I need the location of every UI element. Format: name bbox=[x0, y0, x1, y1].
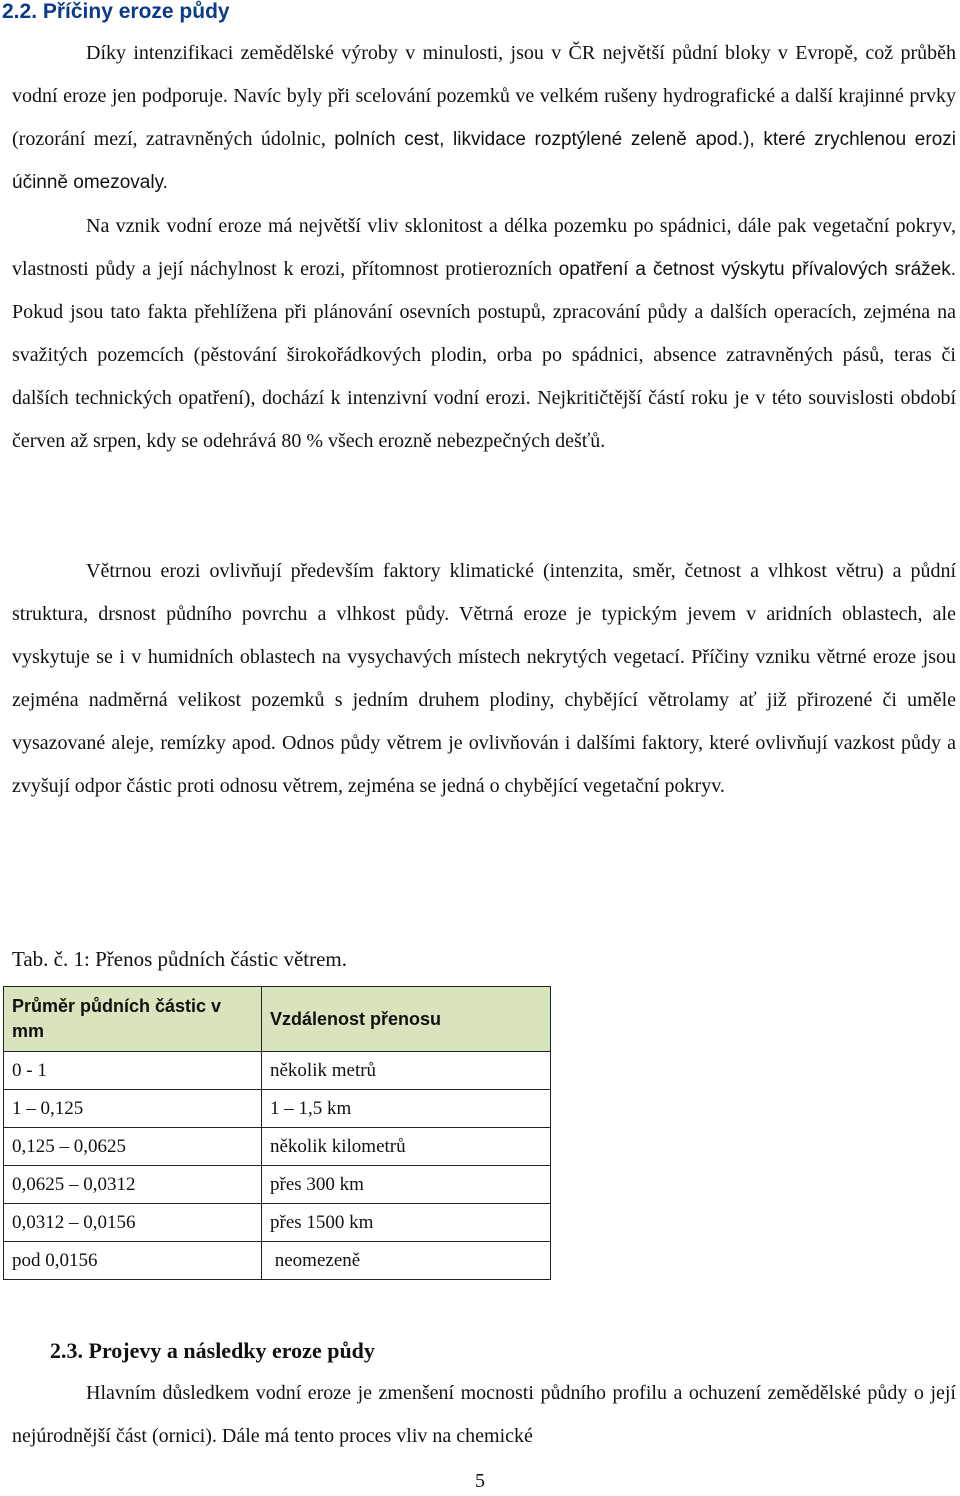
cell-diameter: 1 – 0,125 bbox=[4, 1090, 262, 1128]
paragraph-wind-erosion: Větrnou erozi ovlivňují především faktory klimatické (intenzita, směr, četnost a vlhkost větru) a půdní struktura, drsnost půdního povrchu a vlhkost půdy. Větrná eroze je typickým jevem v aridních oblastech, ale vyskytuje se i v humidních oblastech na vysychavých místech nekrytých vegetací. Příčiny vzniku větrné eroze jsou zejména nadměrná velikost pozemků s jedním druhem plodiny, chybějící větrolamy ať již přirozené či uměle vysazované aleje, remízky apod. Odnos půdy větrem je ovlivňován i dalšími faktory, které ovlivňují vazkost půdy a zvyšují odpor částic proti odnosu větrem, zejména se jedná o chybějící vegetační pokryv. bbox=[12, 560, 956, 797]
cell-distance: 1 – 1,5 km bbox=[262, 1090, 551, 1128]
cell-distance: přes 300 km bbox=[262, 1166, 551, 1204]
table-caption: Tab. č. 1: Přenos půdních částic větrem. bbox=[12, 947, 348, 971]
particle-transport-table bbox=[3, 986, 551, 1280]
table-row bbox=[4, 1204, 551, 1242]
header-particle-diameter: Průměr půdních částic v mm bbox=[4, 987, 262, 1052]
header-transport-distance: Vzdálenost přenosu bbox=[262, 987, 551, 1052]
cell-distance: několik kilometrů bbox=[262, 1128, 551, 1166]
table-row bbox=[4, 1090, 551, 1128]
paragraph-water-erosion-text-rest: Pokud jsou tato fakta přehlížena při plánování osevních postupů, zpracování půdy a dalších operacích, zejména na svažitých pozemcích (pěstování širokořádkových plodin, orba po spádnici, absence zatravněných pásů, teras či dalších technických opatření), dochází k intenzivní vodní erozi. Nejkritičtější částí roku je v této souvislosti období červen až srpen, kdy se odehrává 80 % všech erozně nebezpečných dešťů. bbox=[12, 301, 956, 452]
table-row bbox=[4, 1128, 551, 1166]
table-row bbox=[4, 1052, 551, 1090]
section-heading-causes: 2.2. Příčiny eroze půdy bbox=[2, 0, 230, 23]
paragraph-water-erosion-text: Na vznik vodní eroze má největší vliv sklonitost a délka pozemku po spádnici, dále pak vegetační pokryv, vlastnosti půdy a její náchylnost k erozi, přítomnost protierozních bbox=[12, 215, 956, 280]
table-row bbox=[4, 1242, 551, 1280]
cell-diameter: 0 - 1 bbox=[4, 1052, 262, 1090]
cell-diameter: pod 0,0156 bbox=[4, 1242, 262, 1280]
cell-diameter: 0,0312 – 0,0156 bbox=[4, 1204, 262, 1242]
cell-diameter: 0,0625 – 0,0312 bbox=[4, 1166, 262, 1204]
cell-distance: přes 1500 km bbox=[262, 1204, 551, 1242]
page-number: 5 bbox=[475, 1470, 485, 1492]
paragraph-intensification bbox=[12, 32, 956, 204]
table-row bbox=[4, 1166, 551, 1204]
cell-distance: neomezeně bbox=[262, 1242, 551, 1280]
cell-distance: několik metrů bbox=[262, 1052, 551, 1090]
paragraph-intensification-text-sans: polních cest, likvidace rozptýlené zeleně apod.), které zrychlenou erozi účinně omezovaly. bbox=[12, 129, 956, 193]
paragraph-intensification-text: Díky intenzifikaci zemědělské výroby v minulosti, jsou v ČR největší půdní bloky v Evropě, což průběh vodní eroze jen podporuje. Navíc byly při scelování pozemků ve velkém rušeny hydrografické a další krajinné prvky (rozorání mezí, zatravněných údolnic, bbox=[12, 42, 956, 150]
paragraph-water-erosion bbox=[12, 205, 956, 463]
paragraph-consequences: Hlavním důsledkem vodní eroze je zmenšení mocnosti půdního profilu a ochuzení zemědělské půdy o její nejúrodnější část (ornici). Dále má tento proces vliv na chemické bbox=[12, 1382, 956, 1447]
table-header-row bbox=[4, 987, 551, 1052]
section-heading-consequences: 2.3. Projevy a následky eroze půdy bbox=[50, 1338, 375, 1363]
cell-diameter: 0,125 – 0,0625 bbox=[4, 1128, 262, 1166]
paragraph-water-erosion-text-sans: opatření a četnost výskytu přívalových srážek. bbox=[558, 259, 956, 280]
